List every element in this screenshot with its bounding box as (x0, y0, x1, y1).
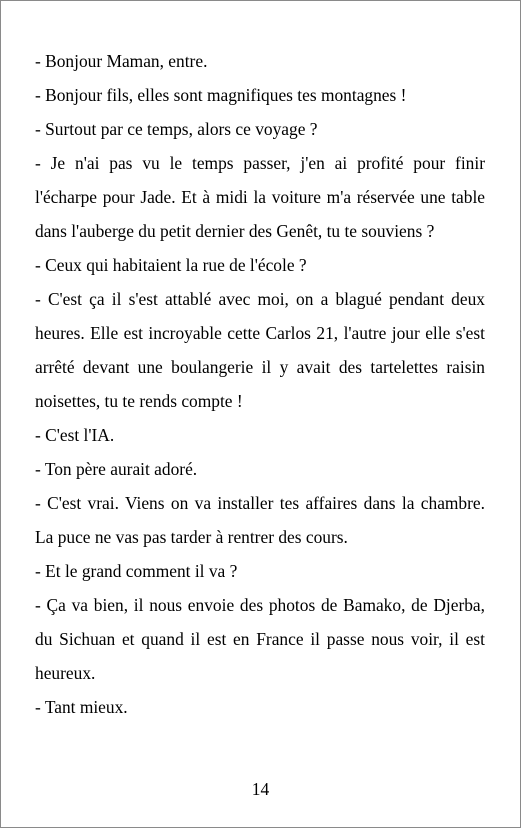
dialogue-line: - Tant mieux. (35, 697, 128, 717)
dialogue-line: - Bonjour Maman, entre. (35, 51, 208, 71)
dialogue-line: - Ça va bien, il nous envoie des photos de Bamako, de Djerba, du Sichuan et quand il est en France il passe nous voir, il est heureux. (35, 595, 485, 683)
page-number: 14 (251, 779, 270, 799)
dialogue-line: - Ceux qui habitaient la rue de l'école ? (35, 255, 307, 275)
dialogue-text (35, 44, 485, 724)
dialogue-line: - Bonjour fils, elles sont magnifiques tes montagnes ! (35, 85, 407, 105)
dialogue-line: - Ton père aurait adoré. (35, 459, 198, 479)
dialogue-line: - C'est vrai. Viens on va installer tes affaires dans la chambre. La puce ne vas pas tarder à rentrer des cours. (35, 493, 485, 547)
dialogue-line: - Surtout par ce temps, alors ce voyage ? (35, 119, 318, 139)
dialogue-line: - Et le grand comment il va ? (35, 561, 238, 581)
dialogue-line: - Je n'ai pas vu le temps passer, j'en ai profité pour finir l'écharpe pour Jade. Et à midi la voiture m'a réservée une table dans l'auberge du petit dernier des Genêt, tu te souviens ? (35, 153, 485, 241)
dialogue-line: - C'est l'IA. (35, 425, 115, 445)
dialogue-line: - C'est ça il s'est attablé avec moi, on a blagué pendant deux heures. Elle est incroyable cette Carlos 21, l'autre jour elle s'est arrêté devant une boulangerie il y avait des tartelettes raisin noisettes, tu te rends compte ! (35, 289, 485, 411)
